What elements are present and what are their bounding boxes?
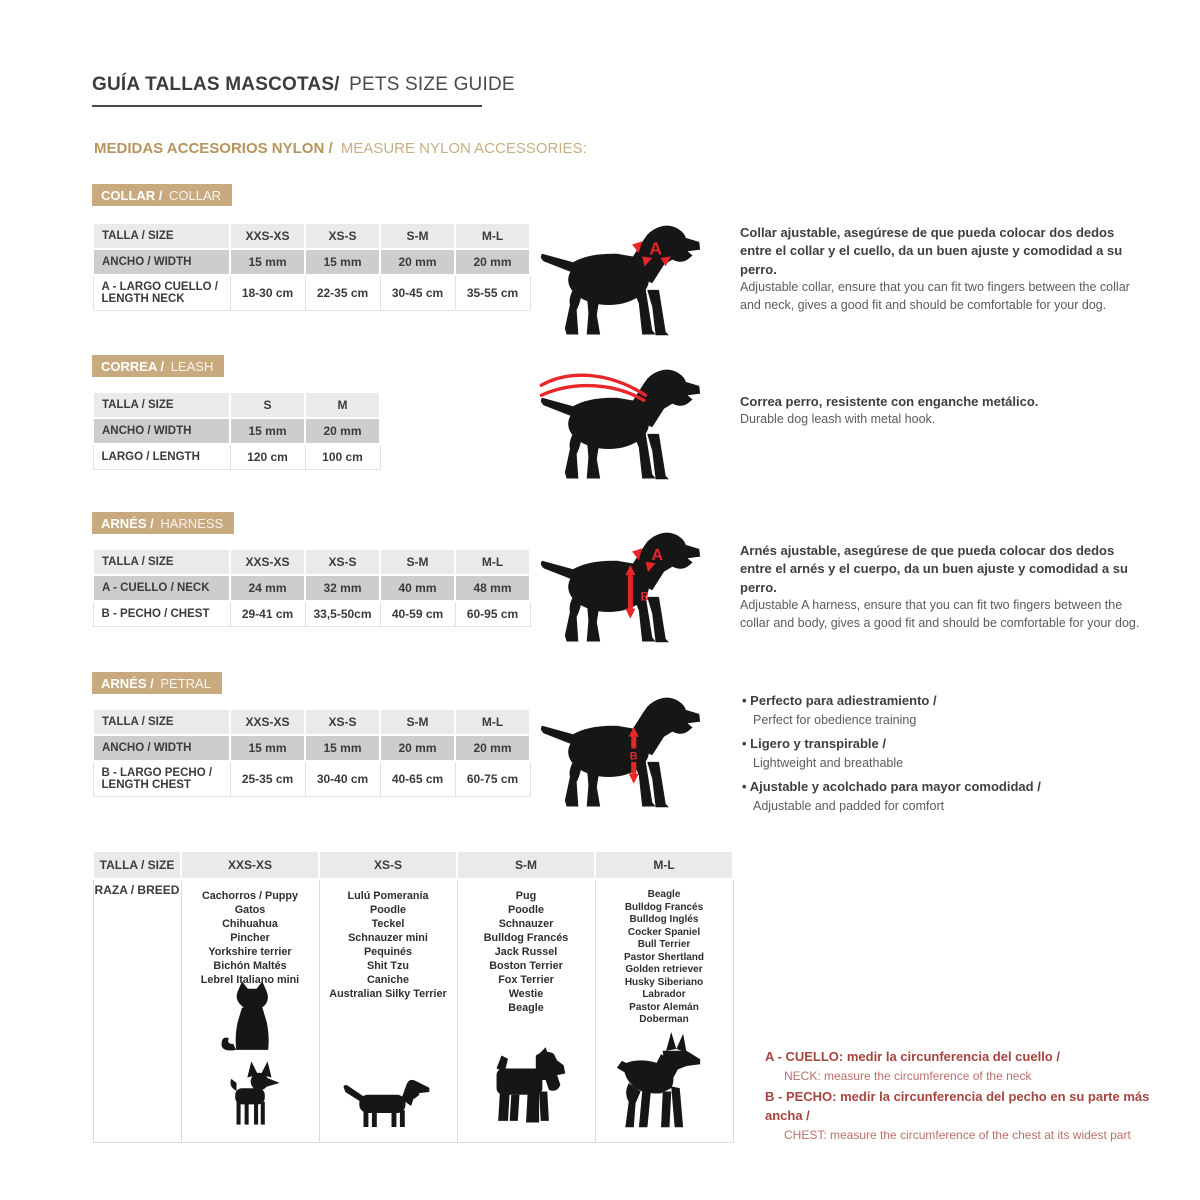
measure-letter-a: A [651, 546, 664, 564]
collar-description [740, 224, 1140, 315]
size-table-row [93, 761, 530, 797]
size-table-cell: 100 cm [305, 444, 380, 470]
size-table-cell: 40-65 cm [380, 761, 455, 797]
size-table-header-cell: XXS-XS [230, 709, 305, 735]
breed-item: Pug [515, 890, 537, 902]
size-table-header-cell: M-L [455, 549, 530, 575]
size-table-header-cell: XXS-XS [230, 223, 305, 249]
feature-es: • Perfecto para adiestramiento / [742, 692, 1142, 711]
size-table-row-label: ANCHO / WIDTH [93, 735, 230, 761]
leash-description [740, 393, 1140, 429]
page-subtitle [94, 140, 587, 157]
size-table-header-cell: XS-S [305, 223, 380, 249]
breed-cell-xs-s [319, 879, 457, 1143]
breed-cell-xxs-xs [181, 879, 319, 1143]
size-table-cell: 20 mm [380, 735, 455, 761]
breed-table-body-row [93, 879, 733, 1143]
collar-description-en: Adjustable collar, ensure that you can fit two fingers between the collar and neck, gives a good fit and should be comfortable for your dog. [740, 280, 1130, 313]
size-table-row-label: ANCHO / WIDTH [93, 418, 230, 444]
breed-item: Chihuahua [222, 918, 278, 930]
page-subtitle-en: MEASURE NYLON ACCESSORIES: [340, 140, 587, 157]
dog-collar-illustration [538, 216, 706, 347]
breed-item: Westie [508, 988, 544, 1000]
breed-item: Schnauzer mini [348, 932, 428, 944]
breed-item: Bulldog Francés [624, 901, 704, 913]
size-table-cell: 40 mm [380, 575, 455, 601]
harness-description-es: Arnés ajustable, asegúrese de que pueda colocar dos dedos entre el arnés y el cuerpo, da un buen ajuste y comodidad a su perro. [740, 543, 1128, 595]
size-table-header-row [93, 709, 530, 735]
size-table-row [93, 601, 530, 627]
size-table-row-label: ANCHO / WIDTH [93, 249, 230, 275]
breed-item: Beagle [647, 889, 681, 900]
harness-description-en: Adjustable A harness, ensure that you can fit two fingers between the collar and body, gives a good fit and should be comfortable for your dog. [740, 598, 1140, 631]
silhouette-group [458, 1044, 595, 1134]
size-table-cell: 24 mm [230, 575, 305, 601]
size-table-cell: 18-30 cm [230, 275, 305, 311]
breed-item: Gatos [234, 904, 266, 916]
size-table-header-cell: M [305, 392, 380, 418]
badge-label-en: COLLAR [169, 188, 222, 203]
badge-label-en: LEASH [170, 359, 214, 374]
size-table-header-cell: TALLA / SIZE [93, 392, 230, 418]
size-table-header-cell: TALLA / SIZE [93, 223, 230, 249]
size-table-header-row [93, 392, 380, 418]
collar-description-es: Collar ajustable, asegúrese de que pueda colocar dos dedos entre el collar y el cuello, da un buen ajuste y comodidad a su perro. [740, 225, 1123, 277]
badge-label-en: PETRAL [160, 676, 211, 691]
note-neck-es: A - CUELLO: medir la circunferencia del cuello / [765, 1049, 1060, 1064]
breed-list [321, 881, 456, 1001]
size-table-header-cell: S-M [380, 709, 455, 735]
breed-item: Cachorros / Puppy [202, 890, 298, 902]
size-table-cell: 15 mm [230, 418, 305, 444]
size-table [92, 222, 531, 311]
breed-item: Cocker Spaniel [627, 926, 701, 938]
breed-item: Fox Terrier [498, 974, 554, 986]
size-table-header-row [93, 549, 530, 575]
size-table-row [93, 575, 530, 601]
measure-letter-b: B [629, 750, 638, 763]
breed-item: Golden retriever [625, 964, 703, 975]
dog-silhouette-harness-icon [538, 523, 706, 649]
breed-item: Lebrel Italiano mini [200, 974, 300, 986]
size-table-cell: 20 mm [305, 418, 380, 444]
breed-item: Bulldog Inglés [629, 914, 699, 925]
size-table-header-cell: S [230, 392, 305, 418]
section-badge-leash [92, 355, 224, 377]
section-badge-harness [92, 512, 234, 534]
feature-en: Lightweight and breathable [753, 755, 904, 770]
note-chest-es: B - PECHO: medir la circunferencia del pecho en su parte más ancha / [765, 1088, 1150, 1123]
breed-item: Boston Terrier [489, 960, 563, 972]
breed-item: Bulldog Francés [483, 932, 569, 944]
badge-label-es: ARNÉS / [101, 516, 154, 531]
leash-size-table [92, 391, 381, 470]
breed-item: Poodle [370, 904, 406, 916]
size-table [92, 391, 381, 470]
breed-item: Bull Terrier [637, 939, 691, 950]
size-table-header-cell: S-M [380, 223, 455, 249]
breed-item: Pequinés [363, 946, 412, 958]
size-table-header-cell: XXS-XS [230, 549, 305, 575]
breed-item: Yorkshire terrier [208, 946, 292, 958]
leash-description-es: Correa perro, resistente con enganche metálico. [740, 394, 1039, 409]
breed-item: Jack Russel [494, 946, 558, 958]
size-table-row-label: B - LARGO PECHO / LENGTH CHEST [93, 761, 230, 797]
breed-table [92, 850, 734, 1143]
dog-silhouette-petral-icon [538, 688, 706, 814]
breed-header-cell: TALLA / SIZE [93, 851, 181, 879]
size-table-cell: 15 mm [230, 735, 305, 761]
chihuahua-silhouette-icon [216, 1060, 284, 1134]
size-table-cell: 60-75 cm [455, 761, 530, 797]
cat-silhouette-icon [217, 980, 283, 1060]
breed-list [597, 881, 732, 1027]
section-badge-collar [92, 184, 232, 206]
feature-item [742, 778, 1142, 815]
breed-item: Bichón Maltés [213, 960, 287, 972]
size-table-cell: 29-41 cm [230, 601, 305, 627]
breed-item: Husky Siberiano [624, 976, 704, 988]
note-chest-en: CHEST: measure the circumference of the chest at its widest part [784, 1127, 1131, 1142]
breed-list [459, 881, 594, 1015]
feature-item [742, 692, 1142, 729]
dog-leash-illustration [538, 360, 706, 491]
size-table-row-label: A - CUELLO / NECK [93, 575, 230, 601]
schnauzer-silhouette-icon [484, 1044, 568, 1134]
size-table-row-label: A - LARGO CUELLO / LENGTH NECK [93, 275, 230, 311]
feature-es: • Ligero y transpirable / [742, 735, 1142, 754]
size-table-cell: 20 mm [380, 249, 455, 275]
measure-letter-a: A [649, 238, 662, 259]
breed-item: Poodle [508, 904, 544, 916]
size-table-row [93, 275, 530, 311]
breed-item: Labrador [642, 989, 686, 1000]
breed-item: Teckel [371, 918, 405, 930]
size-table [92, 708, 531, 797]
badge-label-es: COLLAR / [101, 188, 163, 203]
size-table-header-cell: XS-S [305, 709, 380, 735]
breed-item: Pastor Alemán [629, 1001, 699, 1013]
breed-cell-m-l [595, 879, 733, 1143]
breed-item: Caniche [366, 974, 409, 986]
breed-item: Doberman [639, 1014, 689, 1025]
size-table [92, 548, 531, 627]
breed-item: Australian Silky Terrier [329, 988, 447, 1000]
measuring-notes [765, 1048, 1185, 1147]
size-table-cell: 20 mm [455, 249, 530, 275]
size-table-row-label: B - PECHO / CHEST [93, 601, 230, 627]
harness-size-table [92, 548, 531, 627]
breed-header-cell: XS-S [319, 851, 457, 879]
breed-item: Pastor Shertland [623, 951, 705, 963]
dachshund-silhouette-icon [332, 1064, 444, 1134]
feature-en: Perfect for obedience training [753, 712, 917, 727]
size-table-cell: 48 mm [455, 575, 530, 601]
size-table-header-cell: XS-S [305, 549, 380, 575]
silhouette-group [182, 980, 319, 1134]
breed-row-label: RAZA / BREED [93, 879, 181, 1143]
note-neck-en: NECK: measure the circumference of the neck [784, 1068, 1032, 1083]
breed-item: Schnauzer [498, 918, 554, 930]
size-table-cell: 15 mm [230, 249, 305, 275]
feature-en: Adjustable and padded for comfort [753, 798, 945, 813]
silhouette-group [596, 1032, 733, 1134]
petral-feature-list [742, 692, 1142, 821]
size-table-cell: 33,5-50cm [305, 601, 380, 627]
size-table-cell: 15 mm [305, 735, 380, 761]
badge-label-es: CORREA / [101, 359, 165, 374]
breed-table-header-row [93, 851, 733, 879]
size-table-header-cell: S-M [380, 549, 455, 575]
page-subtitle-es: MEDIDAS ACCESORIOS NYLON / [94, 140, 333, 157]
doberman-silhouette-icon [614, 1032, 714, 1134]
breed-item: Shit Tzu [367, 960, 409, 972]
size-table-row [93, 735, 530, 761]
size-table-cell: 120 cm [230, 444, 305, 470]
page-title [92, 74, 515, 107]
page-title-es: GUÍA TALLAS MASCOTAS/ [92, 74, 340, 95]
breed-header-cell: XXS-XS [181, 851, 319, 879]
page-title-en: PETS SIZE GUIDE [349, 74, 515, 95]
size-table-header-row [93, 223, 530, 249]
size-table-row [93, 418, 380, 444]
badge-label-es: ARNÉS / [101, 676, 154, 691]
breed-cell-s-m [457, 879, 595, 1143]
breed-header-cell: M-L [595, 851, 733, 879]
size-table-cell: 15 mm [305, 249, 380, 275]
size-table-cell: 22-35 cm [305, 275, 380, 311]
size-table-cell: 60-95 cm [455, 601, 530, 627]
size-table-row-label: LARGO / LENGTH [93, 444, 230, 470]
measure-letter-b: B [640, 590, 649, 604]
petral-size-table [92, 708, 531, 797]
dog-silhouette-leash-icon [538, 360, 706, 486]
size-table-cell: 30-40 cm [305, 761, 380, 797]
leash-description-en: Durable dog leash with metal hook. [740, 412, 936, 427]
badge-label-en: HARNESS [160, 516, 224, 531]
size-table-cell: 25-35 cm [230, 761, 305, 797]
size-table-header-cell: M-L [455, 223, 530, 249]
breed-list [183, 881, 318, 987]
size-table-cell: 30-45 cm [380, 275, 455, 311]
dog-silhouette-collar-icon [538, 216, 706, 342]
section-badge-petral [92, 672, 222, 694]
size-table-row [93, 444, 380, 470]
dog-petral-illustration [538, 688, 706, 819]
size-table-header-cell: TALLA / SIZE [93, 549, 230, 575]
breed-item: Lulú Pomeranía [347, 890, 429, 902]
collar-size-table [92, 222, 531, 311]
breed-item: Beagle [508, 1002, 544, 1014]
size-table-row [93, 249, 530, 275]
silhouette-group [320, 1064, 457, 1134]
feature-item [742, 735, 1142, 772]
size-table-cell: 35-55 cm [455, 275, 530, 311]
size-table-cell: 32 mm [305, 575, 380, 601]
size-table-header-cell: TALLA / SIZE [93, 709, 230, 735]
size-table-cell: 20 mm [455, 735, 530, 761]
dog-harness-illustration [538, 523, 706, 654]
breed-header-cell: S-M [457, 851, 595, 879]
breed-item: Pincher [230, 932, 270, 944]
feature-es: • Ajustable y acolchado para mayor comodidad / [742, 778, 1142, 797]
harness-description [740, 542, 1140, 633]
size-table-header-cell: M-L [455, 709, 530, 735]
size-table-cell: 40-59 cm [380, 601, 455, 627]
